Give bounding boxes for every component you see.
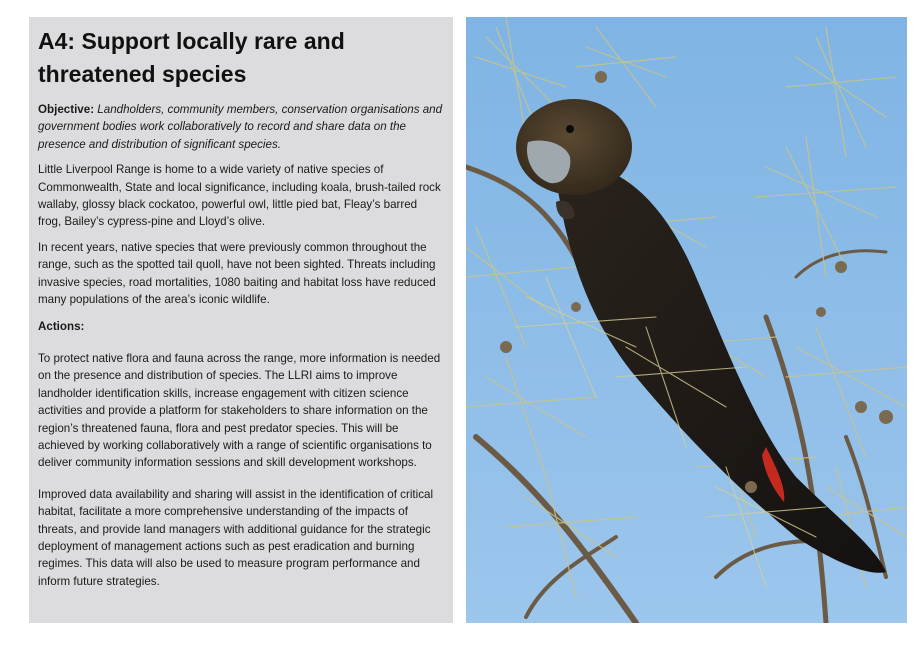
actions-heading: Actions: bbox=[38, 320, 85, 334]
data-paragraph: Improved data availability and sharing will assist in the identification of critical habitat, facilitate a more comprehensive understanding of the impacts of threats, and provide land managers with additional guidance for the strategic deployment of management actions such as pest eradication and burning regimes. This data will also be used to measure program performance and inform future strategies. bbox=[38, 487, 434, 588]
text-panel bbox=[29, 17, 453, 623]
objective-text: Landholders, community members, conservation organisations and government bodies work collaboratively to record and share data on the presence and distribution of significant species. bbox=[38, 103, 443, 151]
glossy-black-cockatoo-photo bbox=[466, 17, 907, 623]
actions-paragraph: To protect native flora and fauna across the range, more information is needed on the presence and distribution of species. The LLRI aims to improve landholder identification skills, increase engagement with citizen science activities and provide a platform for stakeholders to share information on the region’s threatened fauna, flora and pest predator species. This will be achieved by working collaboratively with a range of scientific organisations to deliver community information sessions and skill development workshops. bbox=[38, 351, 441, 470]
section-title: A4: Support locally rare and threatened species bbox=[38, 28, 345, 87]
threats-paragraph: In recent years, native species that were previously common throughout the range, such as the spotted tail quoll, have not been sighted. Threats including invasive species, road mortalities, 1080 baiting and habitat loss have reduced many populations of the area’s iconic wildlife. bbox=[38, 240, 436, 307]
intro-paragraph: Little Liverpool Range is home to a wide variety of native species of Commonwealth, State and local significance, including koala, brush-tailed rock wallaby, glossy black cockatoo, powerful owl, little pied bat, Fleay’s barred frog, Bailey’s cypress-pine and Lloyd’s olive. bbox=[38, 163, 441, 229]
objective-label: Objective: bbox=[38, 103, 95, 116]
objective-paragraph bbox=[38, 101, 443, 153]
